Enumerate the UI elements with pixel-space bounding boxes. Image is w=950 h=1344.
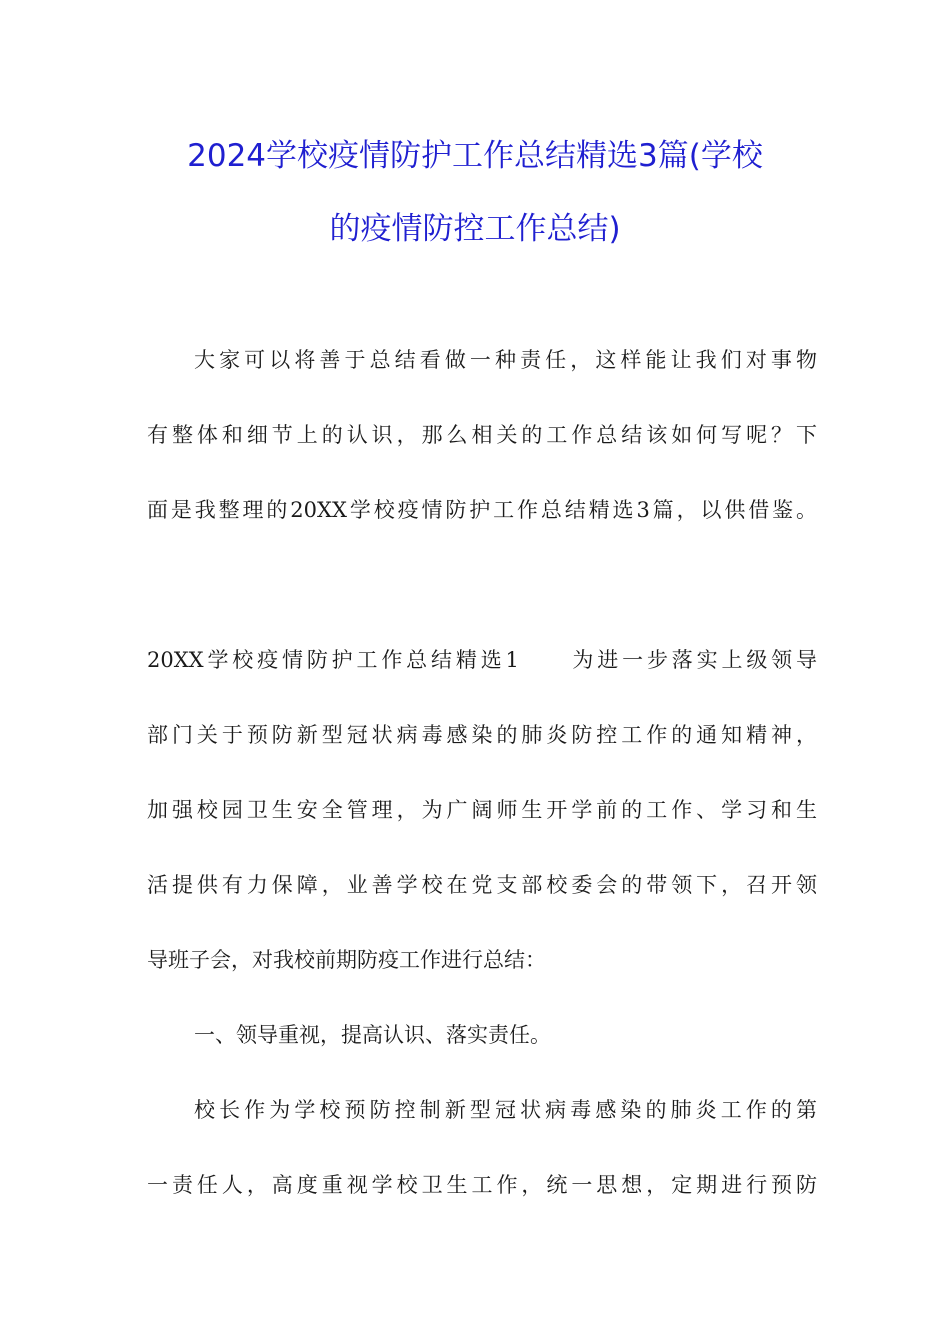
paragraph-line: 校长作为学校预防控制新型冠状病毒感染的肺炎工作的第 xyxy=(194,1098,817,1122)
paragraph-line: 部门关于预防新型冠状病毒感染的肺炎防控工作的通知精神， xyxy=(147,723,817,747)
document-title-line-2: 的疫情防控工作总结) xyxy=(329,211,621,247)
document-title-line-1: 2024学校疫情防护工作总结精选3篇(学校 xyxy=(187,138,763,174)
paragraph-line: 大家可以将善于总结看做一种责任，这样能让我们对事物 xyxy=(194,348,817,372)
section-heading: 一、领导重视，提高认识、落实责任。 xyxy=(194,1023,551,1047)
paragraph-line: 有整体和细节上的认识，那么相关的工作总结该如何写呢？下 xyxy=(147,423,817,447)
paragraph-line: 一责任人，高度重视学校卫生工作，统一思想，定期进行预防 xyxy=(147,1173,817,1197)
paragraph-line: 加强校园卫生安全管理，为广阔师生开学前的工作、学习和生 xyxy=(147,798,817,822)
paragraph-line: 面是我整理的20XX学校疫情防护工作总结精选3篇，以供借鉴。 xyxy=(147,498,817,522)
paragraph-line: 活提供有力保障，业善学校在党支部校委会的带领下，召开领 xyxy=(147,873,817,897)
paragraph-line: 20XX学校疫情防护工作总结精选1 为进一步落实上级领导 xyxy=(147,648,817,672)
paragraph-line: 导班子会，对我校前期防疫工作进行总结： xyxy=(147,948,546,972)
